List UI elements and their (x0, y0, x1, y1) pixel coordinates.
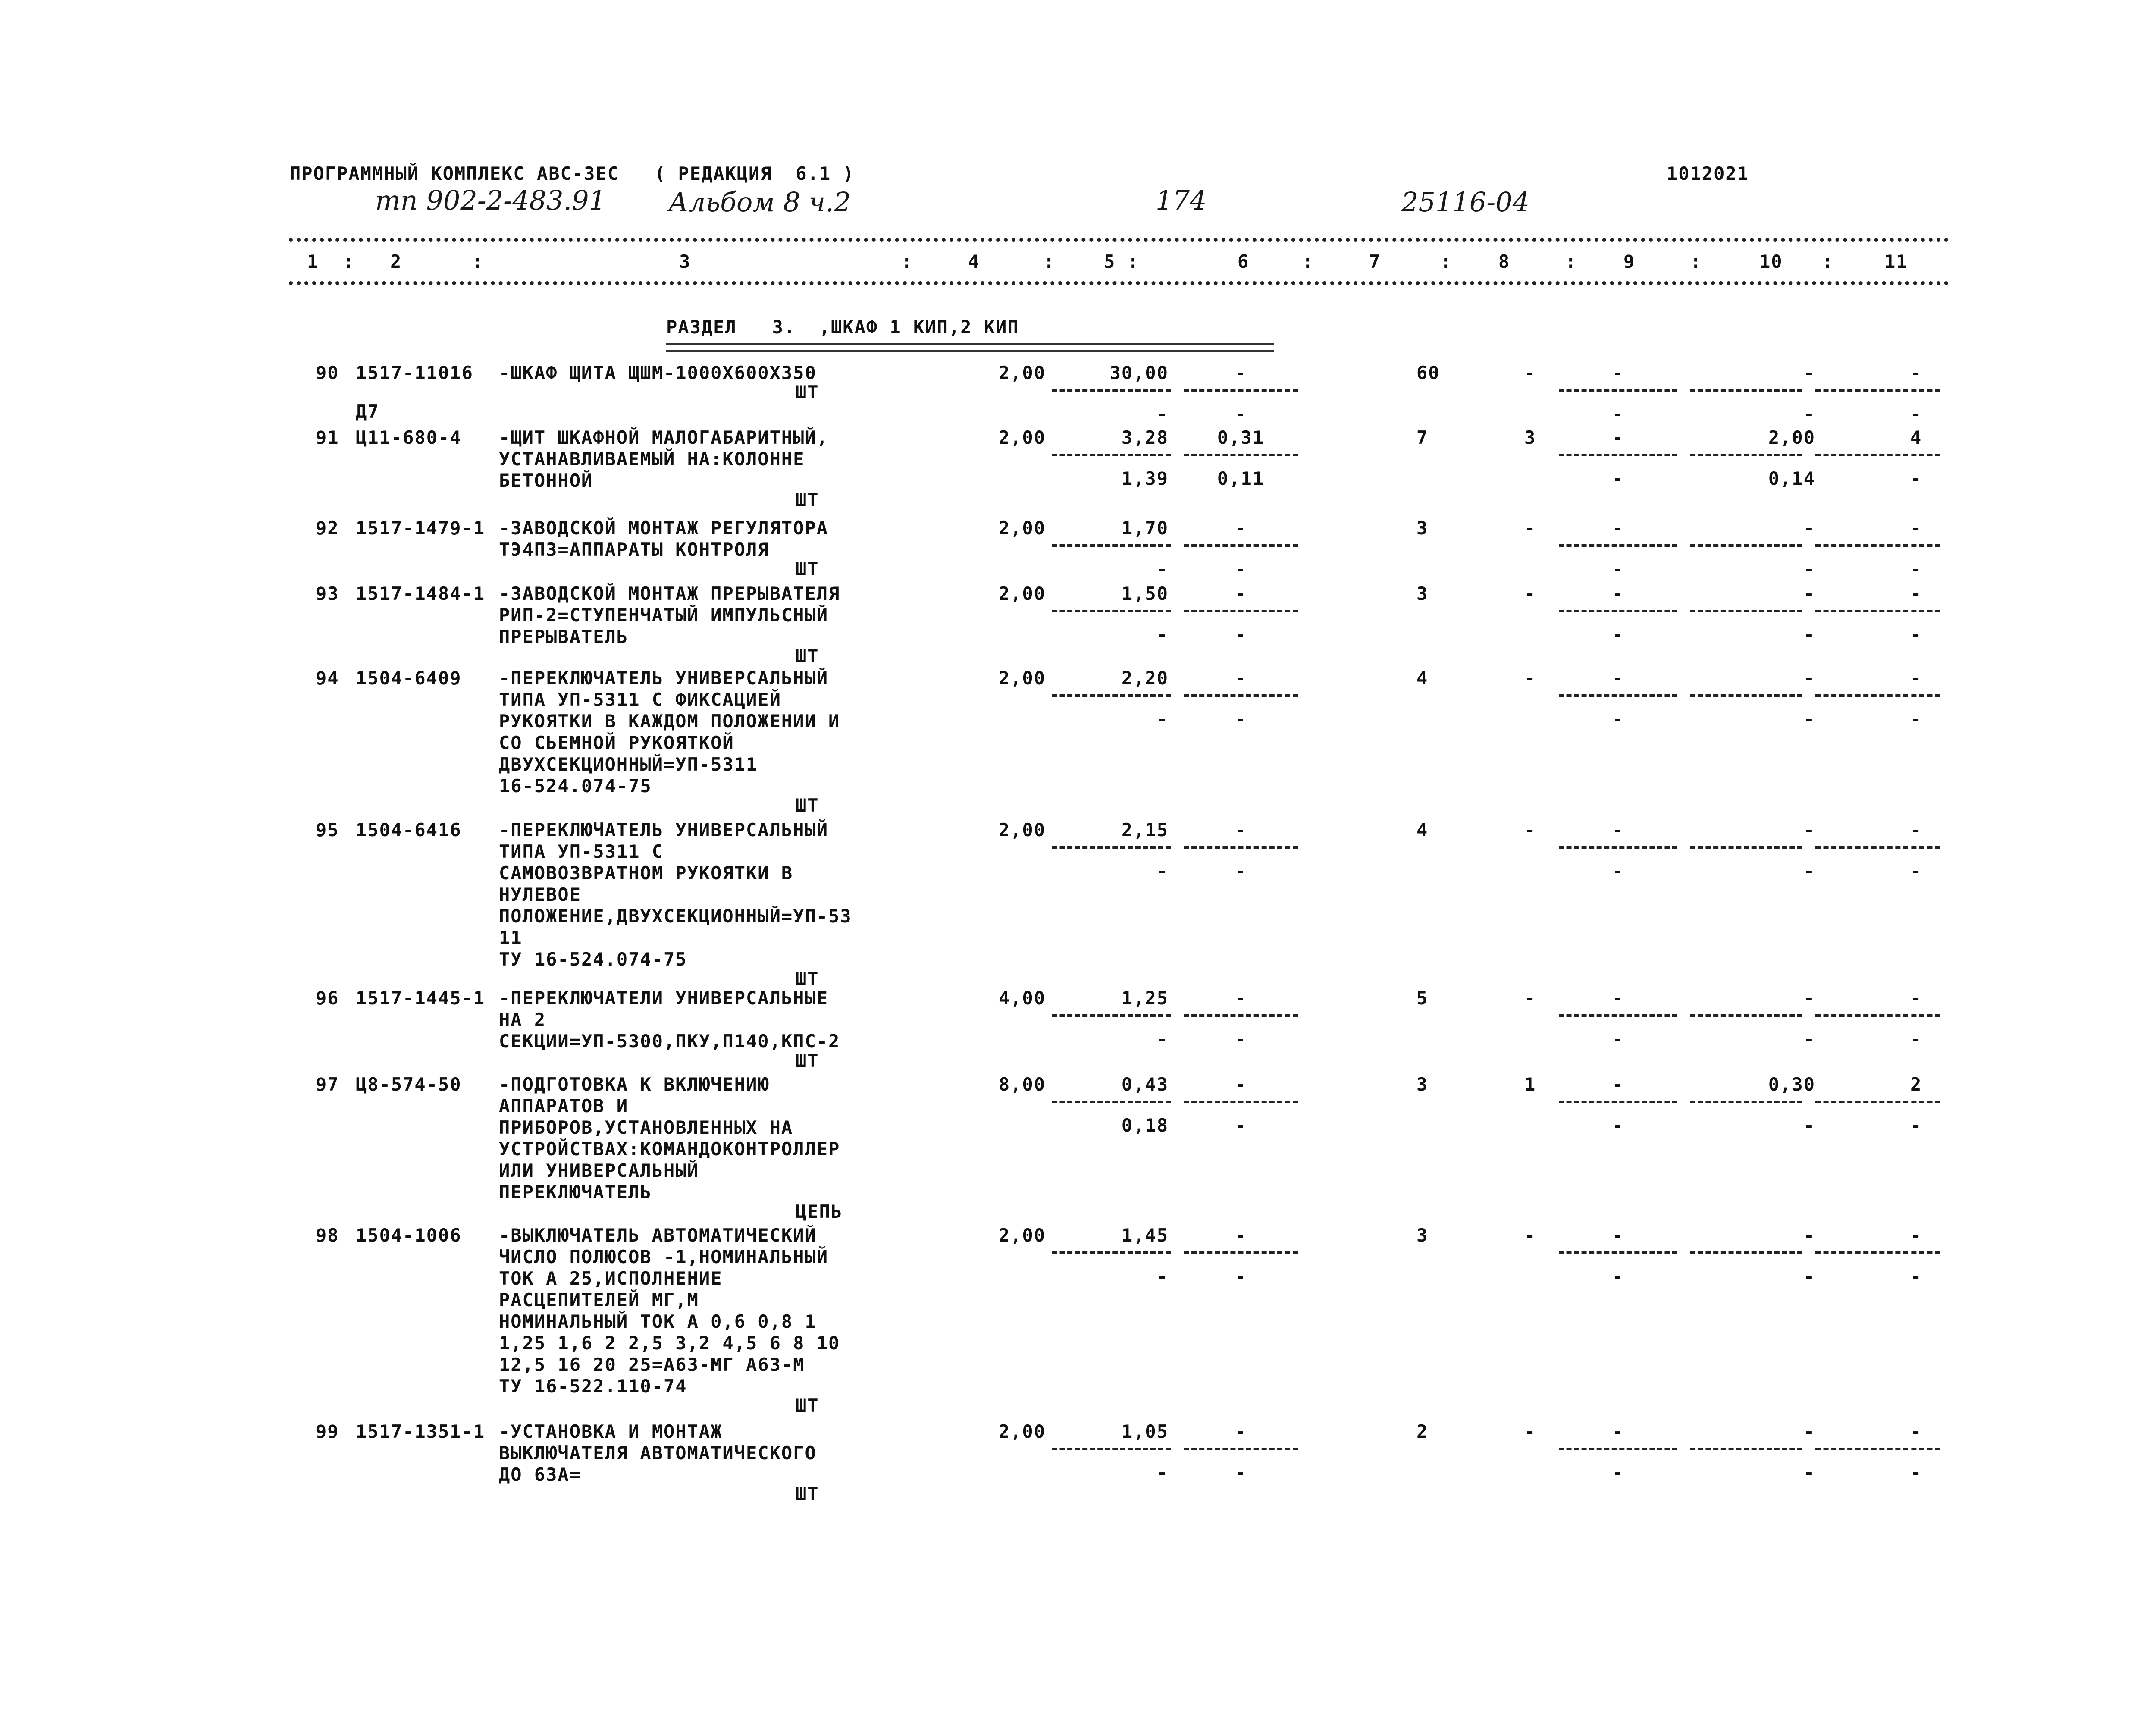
item-code: 1517-1445-1 (356, 988, 486, 1009)
col6-value: - (1235, 583, 1247, 604)
cell-divider-line (1184, 454, 1298, 456)
cell-divider-line (1815, 1251, 1940, 1254)
col9-sub-value: - (1612, 403, 1624, 424)
col11-sub-value: - (1910, 709, 1922, 730)
item-description: 12,5 16 20 25=А63-МГ А63-М (499, 1354, 805, 1375)
col9-sub-value: - (1612, 860, 1624, 881)
row-number: 90 (316, 362, 339, 383)
column-header-cell: : (1128, 251, 1140, 272)
col8-value: - (1524, 517, 1536, 539)
item-description: НА 2 (499, 1009, 546, 1030)
col8-value: 3 (1524, 427, 1536, 448)
quantity-value: 2,00 (998, 517, 1046, 539)
column-header-cell: 11 (1884, 251, 1908, 272)
quantity-value: 2,00 (998, 362, 1046, 383)
item-description: ВЫКЛЮЧАТЕЛЯ АВТОМАТИЧЕСКОГО (499, 1442, 817, 1464)
cell-divider-line (1559, 454, 1677, 456)
item-code: Ц8-574-50 (356, 1074, 462, 1095)
col10-sub-value: - (1803, 1462, 1815, 1483)
cell-divider-line (1559, 389, 1677, 392)
item-description: -ЗАВОДСКОЙ МОНТАЖ ПРЕРЫВАТЕЛЯ (499, 583, 840, 604)
quantity-value: 2,00 (998, 427, 1046, 448)
item-description: -ЩИТ ШКАФНОЙ МАЛОГАБАРИТНЫЙ, (499, 427, 829, 448)
column-header-cell: : (1440, 251, 1452, 272)
unit-label: ШТ (796, 795, 819, 816)
col7-value: 4 (1416, 819, 1429, 840)
item-description: РИП-2=СТУПЕНЧАТЫЙ ИМПУЛЬСНЫЙ (499, 605, 829, 626)
cell-divider-line (1690, 1448, 1802, 1450)
column-header-cell: 9 (1623, 251, 1636, 272)
unit-label: ШТ (796, 382, 819, 403)
col5-sub-value: - (1156, 709, 1169, 730)
col11-value: - (1910, 668, 1922, 689)
column-header-cell: : (1565, 251, 1577, 272)
column-header-cell: : (1044, 251, 1056, 272)
cell-divider-line (1815, 1448, 1940, 1450)
cell-divider-line (1559, 610, 1677, 612)
col9-sub-value: - (1612, 1266, 1624, 1287)
col5-value: 2,20 (1121, 668, 1169, 689)
col8-value: - (1524, 1421, 1536, 1442)
col6-sub-value: - (1235, 1028, 1247, 1050)
cell-divider-line (1559, 1014, 1677, 1017)
item-description: ДВУХСЕКЦИОННЫЙ=УП-5311 (499, 754, 758, 775)
column-header-cell: 5 (1104, 251, 1116, 272)
col10-value: - (1803, 362, 1815, 383)
item-code: 1504-6416 (356, 819, 462, 840)
col7-value: 2 (1416, 1421, 1429, 1442)
unit-label: ШТ (796, 1395, 819, 1416)
item-description: 16-524.074-75 (499, 775, 652, 796)
col8-value: 1 (1524, 1074, 1536, 1095)
col10-sub-value: - (1803, 1115, 1815, 1136)
col9-value: - (1612, 583, 1624, 604)
col6-sub-value: 0,11 (1217, 468, 1265, 489)
column-header-cell: : (901, 251, 913, 272)
item-description: ИЛИ УНИВЕРСАЛЬНЫЙ (499, 1160, 699, 1181)
unit-label: ШТ (796, 1483, 819, 1505)
row-number: 94 (316, 668, 339, 689)
col6-sub-value: - (1235, 558, 1247, 580)
item-code: 1517-1351-1 (356, 1421, 486, 1442)
col11-value: 2 (1910, 1074, 1922, 1095)
item-description: СЕКЦИИ=УП-5300,ПКУ,П140,КПС-2 (499, 1031, 840, 1052)
col5-value: 30,00 (1109, 362, 1169, 383)
col6-value: 0,31 (1217, 427, 1265, 448)
cell-divider-line (1559, 1251, 1677, 1254)
col11-sub-value: - (1910, 1266, 1922, 1287)
item-description: ТИПА УП-5311 С (499, 841, 664, 862)
item-description: -ПЕРЕКЛЮЧАТЕЛЬ УНИВЕРСАЛЬНЫЙ (499, 668, 829, 689)
item-description: РУКОЯТКИ В КАЖДОМ ПОЛОЖЕНИИ И (499, 711, 840, 732)
cell-divider-line (1815, 454, 1940, 456)
col9-sub-value: - (1612, 1115, 1624, 1136)
cell-divider-line (1052, 846, 1171, 849)
cell-divider-line (1052, 1448, 1171, 1450)
column-header-cell: : (1302, 251, 1314, 272)
handwritten-album: Альбом 8 ч.2 (668, 186, 851, 218)
col9-sub-value: - (1612, 558, 1624, 580)
unit-label: ШТ (796, 646, 819, 667)
col10-value: - (1803, 583, 1815, 604)
col10-sub-value: - (1803, 709, 1815, 730)
column-header-cell: 1 (307, 251, 319, 272)
col10-value: - (1803, 819, 1815, 840)
col5-value: 1,70 (1121, 517, 1169, 539)
col6-value: - (1235, 1421, 1247, 1442)
unit-label: ШТ (796, 968, 819, 989)
col8-value: - (1524, 988, 1536, 1009)
row-number: 96 (316, 988, 339, 1009)
cell-divider-line (1052, 389, 1171, 392)
item-description: ТУ 16-524.074-75 (499, 949, 687, 970)
col6-value: - (1235, 517, 1247, 539)
col6-value: - (1235, 988, 1247, 1009)
col9-value: - (1612, 1421, 1624, 1442)
unit-label: ШТ (796, 558, 819, 580)
cell-divider-line (1184, 694, 1298, 697)
col7-value: 3 (1416, 517, 1429, 539)
header-bottom-rule (289, 281, 1949, 285)
cell-divider-line (1559, 1448, 1677, 1450)
handwritten-page: 174 (1156, 185, 1207, 216)
col9-value: - (1612, 819, 1624, 840)
item-description: -ЗАВОДСКОЙ МОНТАЖ РЕГУЛЯТОРА (499, 517, 829, 539)
col10-value: 0,30 (1768, 1074, 1815, 1095)
col11-sub-value: - (1910, 624, 1922, 645)
item-code: 1504-1006 (356, 1225, 462, 1246)
col5-sub-value: - (1156, 403, 1169, 424)
col8-value: - (1524, 362, 1536, 383)
cell-divider-line (1052, 544, 1171, 547)
col11-value: - (1910, 583, 1922, 604)
col11-sub-value: - (1910, 860, 1922, 881)
item-description: -ПЕРЕКЛЮЧАТЕЛИ УНИВЕРСАЛЬНЫЕ (499, 988, 829, 1009)
cell-divider-line (1184, 1251, 1298, 1254)
col5-sub-value: - (1156, 1266, 1169, 1287)
col10-value: - (1803, 1421, 1815, 1442)
col6-sub-value: - (1235, 403, 1247, 424)
col9-sub-value: - (1612, 624, 1624, 645)
item-description: ЧИСЛО ПОЛЮСОВ -1,НОМИНАЛЬНЫЙ (499, 1246, 829, 1267)
col9-sub-value: - (1612, 1028, 1624, 1050)
row-number: 95 (316, 819, 339, 840)
quantity-value: 2,00 (998, 1225, 1046, 1246)
col11-sub-value: - (1910, 1115, 1922, 1136)
row-number: 99 (316, 1421, 339, 1442)
row-number: 91 (316, 427, 339, 448)
item-description: УСТАНАВЛИВАЕМЫЙ НА:КОЛОННЕ (499, 448, 805, 470)
cell-divider-line (1815, 1014, 1940, 1017)
col7-value: 3 (1416, 1225, 1429, 1246)
cell-divider-line (1690, 454, 1802, 456)
item-description: УСТРОЙСТВАХ:КОМАНДОКОНТРОЛЛЕР (499, 1138, 840, 1160)
row-number: 92 (316, 517, 339, 539)
col11-sub-value: - (1910, 558, 1922, 580)
handwritten-number: 25116-04 (1401, 186, 1530, 218)
col10-value: 2,00 (1768, 427, 1815, 448)
col7-value: 7 (1416, 427, 1429, 448)
item-description: ПРЕРЫВАТЕЛЬ (499, 626, 629, 647)
item-description: -ШКАФ ЩИТА ЩШМ-1000Х600Х350 (499, 362, 817, 383)
item-description: -ПЕРЕКЛЮЧАТЕЛЬ УНИВЕРСАЛЬНЫЙ (499, 819, 829, 840)
cell-divider-line (1184, 846, 1298, 849)
cell-divider-line (1690, 544, 1802, 547)
cell-divider-line (1184, 1448, 1298, 1450)
item-description: САМОВОЗВРАТНОМ РУКОЯТКИ В (499, 862, 793, 884)
cell-divider-line (1815, 1101, 1940, 1103)
cell-divider-line (1690, 1251, 1802, 1254)
col5-sub-value: 1,39 (1121, 468, 1169, 489)
col11-value: - (1910, 988, 1922, 1009)
unit-label: ШТ (796, 489, 819, 511)
col10-value: - (1803, 988, 1815, 1009)
item-description: НОМИНАЛЬНЫЙ ТОК А 0,6 0,8 1 (499, 1311, 817, 1332)
col9-value: - (1612, 362, 1624, 383)
col8-value: - (1524, 1225, 1536, 1246)
row-number: 93 (316, 583, 339, 604)
cell-divider-line (1052, 610, 1171, 612)
col7-value: 60 (1416, 362, 1440, 383)
column-header-cell: 4 (968, 251, 980, 272)
col7-value: 3 (1416, 583, 1429, 604)
col6-value: - (1235, 1225, 1247, 1246)
col5-value: 1,05 (1121, 1421, 1169, 1442)
item-description: 1,25 1,6 2 2,5 3,2 4,5 6 8 10 (499, 1333, 840, 1354)
document-code: 1012021 (1667, 163, 1749, 184)
item-description: СО СЬЕМНОЙ РУКОЯТКОЙ (499, 732, 734, 753)
cell-divider-line (1559, 1101, 1677, 1103)
item-description: БЕТОННОЙ (499, 470, 593, 491)
cell-divider-line (1815, 610, 1940, 612)
cell-divider-line (1052, 1251, 1171, 1254)
col5-value: 3,28 (1121, 427, 1169, 448)
cell-divider-line (1815, 694, 1940, 697)
col9-sub-value: - (1612, 709, 1624, 730)
extra-note: Д7 (356, 401, 379, 422)
item-code: 1504-6409 (356, 668, 462, 689)
item-description: ПЕРЕКЛЮЧАТЕЛЬ (499, 1182, 652, 1203)
col6-value: - (1235, 668, 1247, 689)
col11-sub-value: - (1910, 1028, 1922, 1050)
cell-divider-line (1184, 1101, 1298, 1103)
row-number: 97 (316, 1074, 339, 1095)
item-description: ТЭ4ПЗ=АППАРАТЫ КОНТРОЛЯ (499, 539, 770, 560)
col11-sub-value: - (1910, 403, 1922, 424)
col5-value: 1,25 (1121, 988, 1169, 1009)
col11-sub-value: - (1910, 468, 1922, 489)
quantity-value: 4,00 (998, 988, 1046, 1009)
col5-sub-value: - (1156, 624, 1169, 645)
col6-value: - (1235, 362, 1247, 383)
col5-value: 2,15 (1121, 819, 1169, 840)
col5-value: 0,43 (1121, 1074, 1169, 1095)
item-code: 1517-1484-1 (356, 583, 486, 604)
col5-sub-value: - (1156, 558, 1169, 580)
col6-value: - (1235, 819, 1247, 840)
item-code: Ц11-680-4 (356, 427, 462, 448)
col11-sub-value: - (1910, 1462, 1922, 1483)
cell-divider-line (1184, 389, 1298, 392)
row-number: 98 (316, 1225, 339, 1246)
cell-divider-line (1052, 454, 1171, 456)
col9-value: - (1612, 988, 1624, 1009)
quantity-value: 8,00 (998, 1074, 1046, 1095)
col11-value: - (1910, 517, 1922, 539)
cell-divider-line (1690, 610, 1802, 612)
cell-divider-line (1815, 846, 1940, 849)
col7-value: 3 (1416, 1074, 1429, 1095)
item-code: 1517-1479-1 (356, 517, 486, 539)
col10-sub-value: - (1803, 860, 1815, 881)
col10-sub-value: - (1803, 1028, 1815, 1050)
col8-value: - (1524, 668, 1536, 689)
col10-value: - (1803, 517, 1815, 539)
cell-divider-line (1690, 1101, 1802, 1103)
item-description: -ВЫКЛЮЧАТЕЛЬ АВТОМАТИЧЕСКИЙ (499, 1225, 817, 1246)
cell-divider-line (1184, 544, 1298, 547)
col5-value: 1,45 (1121, 1225, 1169, 1246)
col6-sub-value: - (1235, 709, 1247, 730)
col6-sub-value: - (1235, 1115, 1247, 1136)
item-code: 1517-11016 (356, 362, 473, 383)
col5-sub-value: - (1156, 860, 1169, 881)
column-header-cell: : (1690, 251, 1702, 272)
col5-value: 1,50 (1121, 583, 1169, 604)
col9-sub-value: - (1612, 1462, 1624, 1483)
quantity-value: 2,00 (998, 668, 1046, 689)
col9-value: - (1612, 668, 1624, 689)
column-header-cell: 6 (1238, 251, 1250, 272)
unit-label: ЦЕПЬ (796, 1201, 843, 1222)
column-header-cell: : (1822, 251, 1834, 272)
cell-divider-line (1815, 544, 1940, 547)
column-header-cell: 10 (1759, 251, 1783, 272)
quantity-value: 2,00 (998, 583, 1046, 604)
cell-divider-line (1690, 1014, 1802, 1017)
col11-value: 4 (1910, 427, 1922, 448)
header-top-rule (289, 238, 1949, 242)
item-description: РАСЦЕПИТЕЛЕЙ МГ,М (499, 1289, 699, 1311)
column-header-cell: : (343, 251, 355, 272)
cell-divider-line (1559, 544, 1677, 547)
col6-sub-value: - (1235, 1266, 1247, 1287)
col5-sub-value: 0,18 (1121, 1115, 1169, 1136)
item-description: ТУ 16-522.110-74 (499, 1376, 687, 1397)
col6-sub-value: - (1235, 860, 1247, 881)
col10-sub-value: - (1803, 1266, 1815, 1287)
col11-value: - (1910, 1225, 1922, 1246)
cell-divider-line (1690, 846, 1802, 849)
col9-sub-value: - (1612, 468, 1624, 489)
item-description: ПРИБОРОВ,УСТАНОВЛЕННЫХ НА (499, 1117, 793, 1138)
column-header-cell: 3 (679, 251, 691, 272)
item-description: -ПОДГОТОВКА К ВКЛЮЧЕНИЮ (499, 1074, 770, 1095)
column-header-cell: 8 (1498, 251, 1510, 272)
section-title: РАЗДЕЛ 3. ,ШКАФ 1 КИП,2 КИП (666, 317, 1019, 338)
col9-value: - (1612, 1225, 1624, 1246)
cell-divider-line (1184, 610, 1298, 612)
col9-value: - (1612, 1074, 1624, 1095)
col9-value: - (1612, 517, 1624, 539)
section-underline (666, 343, 1274, 352)
col5-sub-value: - (1156, 1028, 1169, 1050)
col11-value: - (1910, 1421, 1922, 1442)
col10-sub-value: - (1803, 558, 1815, 580)
cell-divider-line (1052, 1101, 1171, 1103)
item-description: ТОК А 25,ИСПОЛНЕНИЕ (499, 1268, 723, 1289)
item-description: АППАРАТОВ И (499, 1095, 629, 1116)
cell-divider-line (1815, 389, 1940, 392)
quantity-value: 2,00 (998, 819, 1046, 840)
col7-value: 4 (1416, 668, 1429, 689)
program-header: ПРОГРАММНЫЙ КОМПЛЕКС АВС-3ЕС ( РЕДАКЦИЯ 6.1 ) (290, 163, 855, 184)
item-description: -УСТАНОВКА И МОНТАЖ (499, 1421, 723, 1442)
column-header-cell: 7 (1369, 251, 1381, 272)
col9-value: - (1612, 427, 1624, 448)
cell-divider-line (1559, 694, 1677, 697)
col8-value: - (1524, 583, 1536, 604)
col5-sub-value: - (1156, 1462, 1169, 1483)
item-description: 11 (499, 927, 523, 948)
quantity-value: 2,00 (998, 1421, 1046, 1442)
col11-value: - (1910, 362, 1922, 383)
handwritten-project: тп 902-2-483.91 (375, 185, 606, 216)
item-description: ТИПА УП-5311 С ФИКСАЦИЕЙ (499, 689, 781, 710)
cell-divider-line (1052, 694, 1171, 697)
col7-value: 5 (1416, 988, 1429, 1009)
cell-divider-line (1184, 1014, 1298, 1017)
item-description: ПОЛОЖЕНИЕ,ДВУХСЕКЦИОННЫЙ=УП-53 (499, 906, 852, 927)
col6-value: - (1235, 1074, 1247, 1095)
cell-divider-line (1690, 389, 1802, 392)
item-description: ДО 63А= (499, 1464, 582, 1485)
cell-divider-line (1690, 694, 1802, 697)
unit-label: ШТ (796, 1050, 819, 1071)
cell-divider-line (1559, 846, 1677, 849)
col10-value: - (1803, 1225, 1815, 1246)
col10-sub-value: - (1803, 624, 1815, 645)
col11-value: - (1910, 819, 1922, 840)
col10-sub-value: 0,14 (1768, 468, 1815, 489)
cell-divider-line (1052, 1014, 1171, 1017)
col6-sub-value: - (1235, 1462, 1247, 1483)
column-header-cell: : (472, 251, 484, 272)
col10-sub-value: - (1803, 403, 1815, 424)
col8-value: - (1524, 819, 1536, 840)
col10-value: - (1803, 668, 1815, 689)
item-description: НУЛЕВОЕ (499, 884, 582, 905)
column-header-cell: 2 (390, 251, 402, 272)
col6-sub-value: - (1235, 624, 1247, 645)
